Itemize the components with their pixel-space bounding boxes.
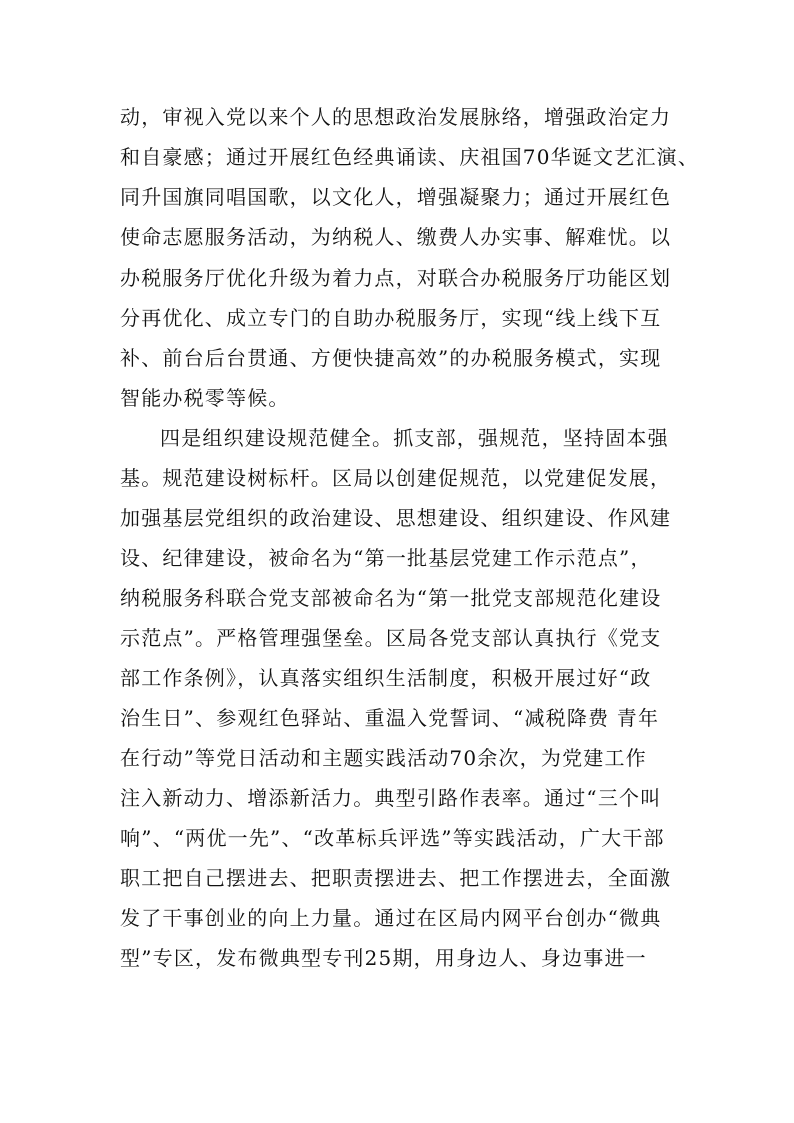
text-line: 职工把自己摆进去、把职责摆进去、把工作摆进去，全面激 — [120, 866, 672, 890]
text-line: 使命志愿服务活动，为纳税人、缴费人办实事、解难忧。以 — [120, 225, 672, 249]
text-line: 设、纪律建设，被命名为“第一批基层党建工作示范点”， — [120, 546, 652, 570]
text-line: 在行动”等党日活动和主题实践活动70余次，为党建工作 — [120, 746, 647, 770]
text-line: 分再优化、成立专门的自助办税服务厅，实现“线上线下互 — [120, 306, 662, 330]
text-line: 注入新动力、增添新活力。典型引路作表率。通过“三个叫 — [120, 786, 662, 810]
text-line: 同升国旗同唱国歌，以文化人，增强凝聚力；通过开展红色 — [120, 185, 672, 209]
text-line: 响”、“两优一先”、“改革标兵评选”等实践活动，广大干部 — [120, 826, 665, 850]
text-line: 和自豪感；通过开展红色经典诵读、庆祖国70华诞文艺汇演、 — [120, 145, 700, 169]
paragraph-first-line: 四是组织建设规范健全。抓支部，强规范，坚持固本强 — [160, 426, 669, 450]
text-line: 部工作条例》，认真落实组织生活制度，积极开展过好“政 — [120, 666, 652, 690]
text-line: 补、前台后台贯通、方便快捷高效”的办税服务模式，实现 — [120, 346, 662, 370]
text-line: 加强基层党组织的政治建设、思想建设、组织建设、作风建 — [120, 506, 672, 530]
text-line: 智能办税零等候。 — [120, 386, 290, 410]
text-line: 治生日”、参观红色驿站、重温入党誓词、“减税降费 青年 — [120, 706, 660, 730]
text-line: 示范点”。严格管理强堡垒。区局各党支部认真执行《党支 — [120, 626, 662, 650]
text-line: 基。规范建设树标杆。区局以创建促规范，以党建促发展， — [120, 466, 672, 490]
text-line: 发了干事创业的向上力量。通过在区局内网平台创办“微典 — [120, 906, 662, 930]
text-line: 办税服务厅优化升级为着力点，对联合办税服务厅功能区划 — [120, 266, 672, 290]
text-line: 型”专区，发布微典型专刊25期，用身边人、身边事进一 — [120, 946, 647, 970]
text-line: 纳税服务科联合党支部被命名为“第一批党支部规范化建设 — [120, 586, 662, 610]
text-line: 动，审视入党以来个人的思想政治发展脉络，增强政治定力 — [120, 105, 672, 129]
